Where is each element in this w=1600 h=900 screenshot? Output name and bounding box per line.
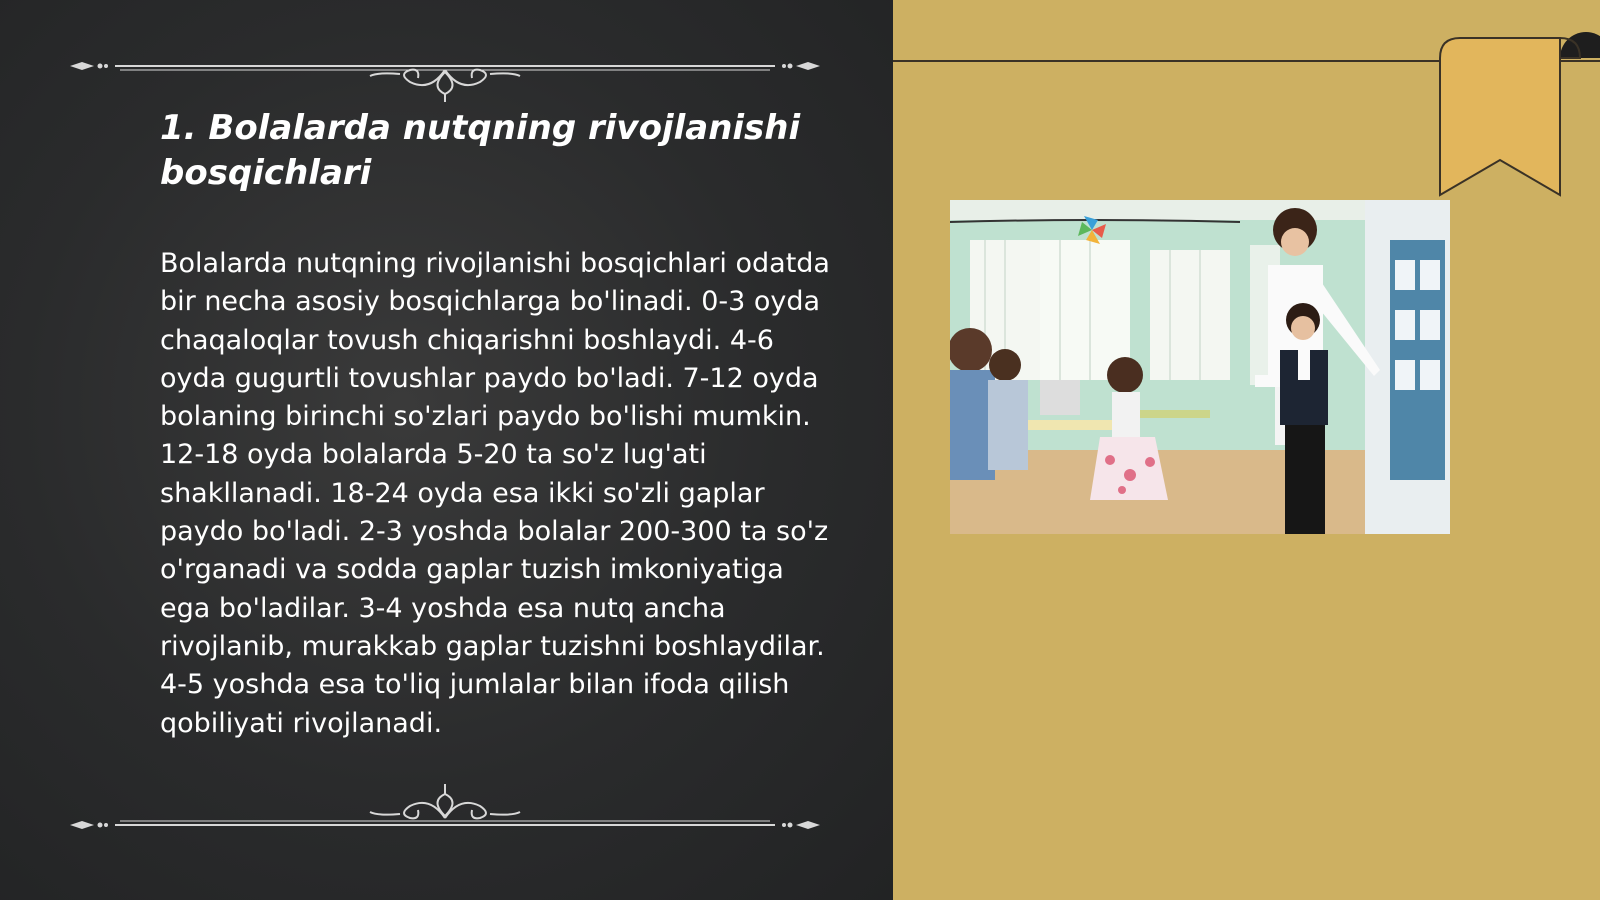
slide-title: 1. Bolalarda nutqning rivojlanishi bosqichlari bbox=[160, 108, 801, 193]
top-ornament-frame bbox=[60, 42, 830, 102]
bottom-ornament-frame bbox=[60, 770, 830, 830]
slide-body-text: Bolalarda nutqning rivojlanishi bosqichlari odatda bir necha asosiy bosqichlarga bo'linadi. 0-3 oyda chaqaloqlar tovush chiqarishni boshlaydi. 4-6 oyda gugurtli tovushlar paydo bo'ladi. 7-12 oyda bolaning birinchi so'zlari paydo bo'lishi mumkin. 12-18 oyda bolalarda 5-20 ta so'z lug'ati shakllanadi. 18-24 oyda esa ikki so'zli gaplar paydo bo'ladi. 2-3 yoshda bolalar 200-300 ta so'z o'rganadi va sodda gaplar tuzish imkoniyatiga ega bo'ladilar. 3-4 yoshda esa nutq ancha rivojlanib, murakkab gaplar tuzishni boshlaydilar. 4-5 yoshda esa to'liq jumlalar bilan ifoda qilish qobiliyati rivojlanadi. bbox=[160, 248, 830, 739]
scroll-flourish-icon bbox=[370, 70, 520, 102]
scroll-flourish-icon bbox=[370, 784, 520, 818]
classroom-photo bbox=[950, 200, 1450, 534]
bookmark-ribbon-icon bbox=[1430, 30, 1600, 200]
